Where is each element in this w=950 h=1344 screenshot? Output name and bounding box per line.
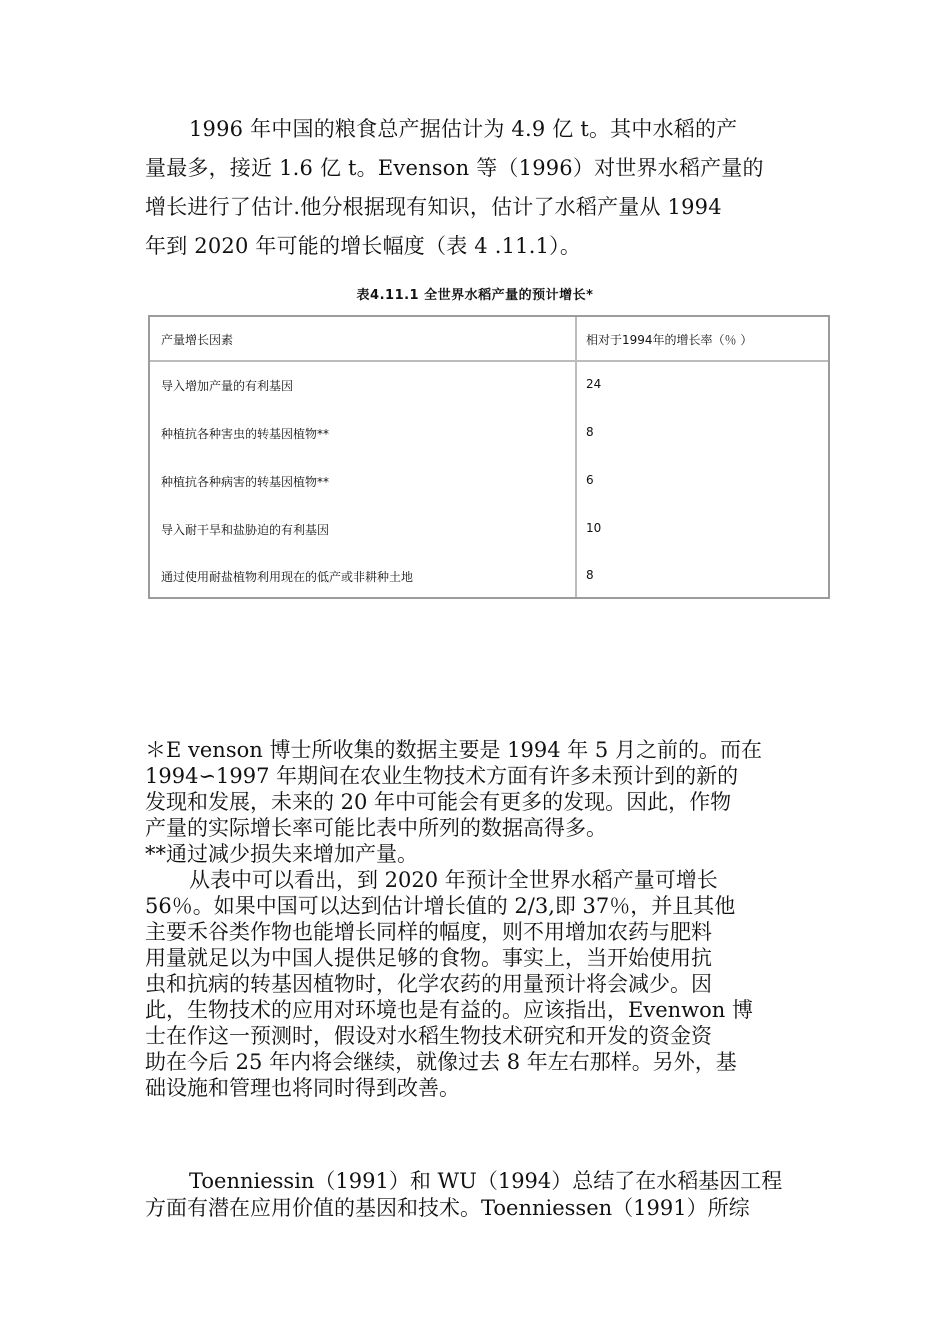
intro-line-1: 1996 年中国的粮食总产据估计为 4.9 亿 t。其中水稻的产 [189, 117, 738, 141]
discussion-line-8: 助在今后 25 年内将会继续，就像过去 8 年左右那样。另外，基 [145, 1050, 737, 1074]
table-row-5-rate: 8 [586, 568, 594, 582]
note-line-3: 发现和发展，未来的 20 年中可能会有更多的发现。因此，作物 [145, 790, 732, 814]
intro-line-4: 年到 2020 年可能的增长幅度（表 4 .11.1）。 [145, 234, 582, 258]
table-caption: 表4.11.1 全世界水稻产量的预计增长* [356, 288, 594, 303]
table-row-5-factor: 通过使用耐盐植物利用现在的低产或非耕种土地 [161, 570, 414, 584]
discussion-line-6: 此，生物技术的应用对环境也是有益的。应该指出，Evenwon 博 [145, 998, 753, 1022]
table-header-factor: 产量增长因素 [161, 333, 234, 347]
table-row-2-factor: 种植抗各种害虫的转基因植物** [161, 427, 330, 441]
discussion-line-5: 虫和抗病的转基因植物时，化学农药的用量预计将会减少。因 [145, 972, 712, 996]
table-row-3-factor: 种植抗各种病害的转基因植物** [161, 475, 330, 489]
intro-paragraph [145, 110, 800, 266]
note-line-1: ＊E venson 博士所收集的数据主要是 1994 年 5 月之前的。而在 [145, 738, 762, 762]
discussion-line-1-text: 从表中可以看出，到 2020 年预计全世界水稻产量可增长 [189, 868, 718, 892]
discussion-line-4: 用量就足以为中国人提供足够的食物。事实上，当开始使用抗 [145, 946, 712, 970]
intro-line-3: 增长进行了估计.他分根据现有知识，估计了水稻产量从 1994 [145, 195, 722, 219]
discussion-line-3: 主要禾谷类作物也能增长同样的幅度，则不用增加农药与肥料 [145, 920, 712, 944]
table-row-2-rate: 8 [586, 425, 594, 439]
discussion-line-9: 础设施和管理也将同时得到改善。 [145, 1076, 460, 1100]
last-line-1 [145, 1168, 805, 1195]
discussion-line-7: 士在作这一预测时，假设对水稻生物技术研究和开发的资金资 [145, 1024, 712, 1048]
table-row-1-factor: 导入增加产量的有利基因 [161, 379, 294, 393]
note-line-5: **通过减少损失来增加产量。 [145, 842, 418, 866]
last-paragraph [145, 1168, 805, 1222]
table-row-4-rate: 10 [586, 521, 602, 535]
note-line-2: 1994∽1997 年期间在农业生物技术方面有许多未预计到的新的 [145, 764, 739, 788]
table-row-4-factor: 导入耐干旱和盐胁迫的有利基因 [161, 523, 330, 537]
table-header-rate: 相对于1994年的增长率（％ ） [586, 333, 753, 347]
note-line-4: 产量的实际增长率可能比表中所列的数据高得多。 [145, 816, 607, 840]
table-column-divider [575, 317, 577, 597]
discussion-line-2: 56％。如果中国可以达到估计增长值的 2/3,即 37％，并且其他 [145, 894, 736, 918]
last-line-2: 方面有潜在应用价值的基因和技术。Toenniessen（1991）所综 [145, 1196, 750, 1220]
growth-table [148, 315, 830, 599]
table-row-3-rate: 6 [586, 473, 594, 487]
table-row-1-rate: 24 [586, 377, 602, 391]
last-line-1-text: Toenniessin（1991）和 WU（1994）总结了在水稻基因工程 [189, 1169, 783, 1193]
discussion-line-1 [145, 867, 805, 893]
intro-line-2: 量最多，接近 1.6 亿 t。Evenson 等（1996）对世界水稻产量的 [145, 156, 764, 180]
notes-and-discussion [145, 737, 805, 1101]
